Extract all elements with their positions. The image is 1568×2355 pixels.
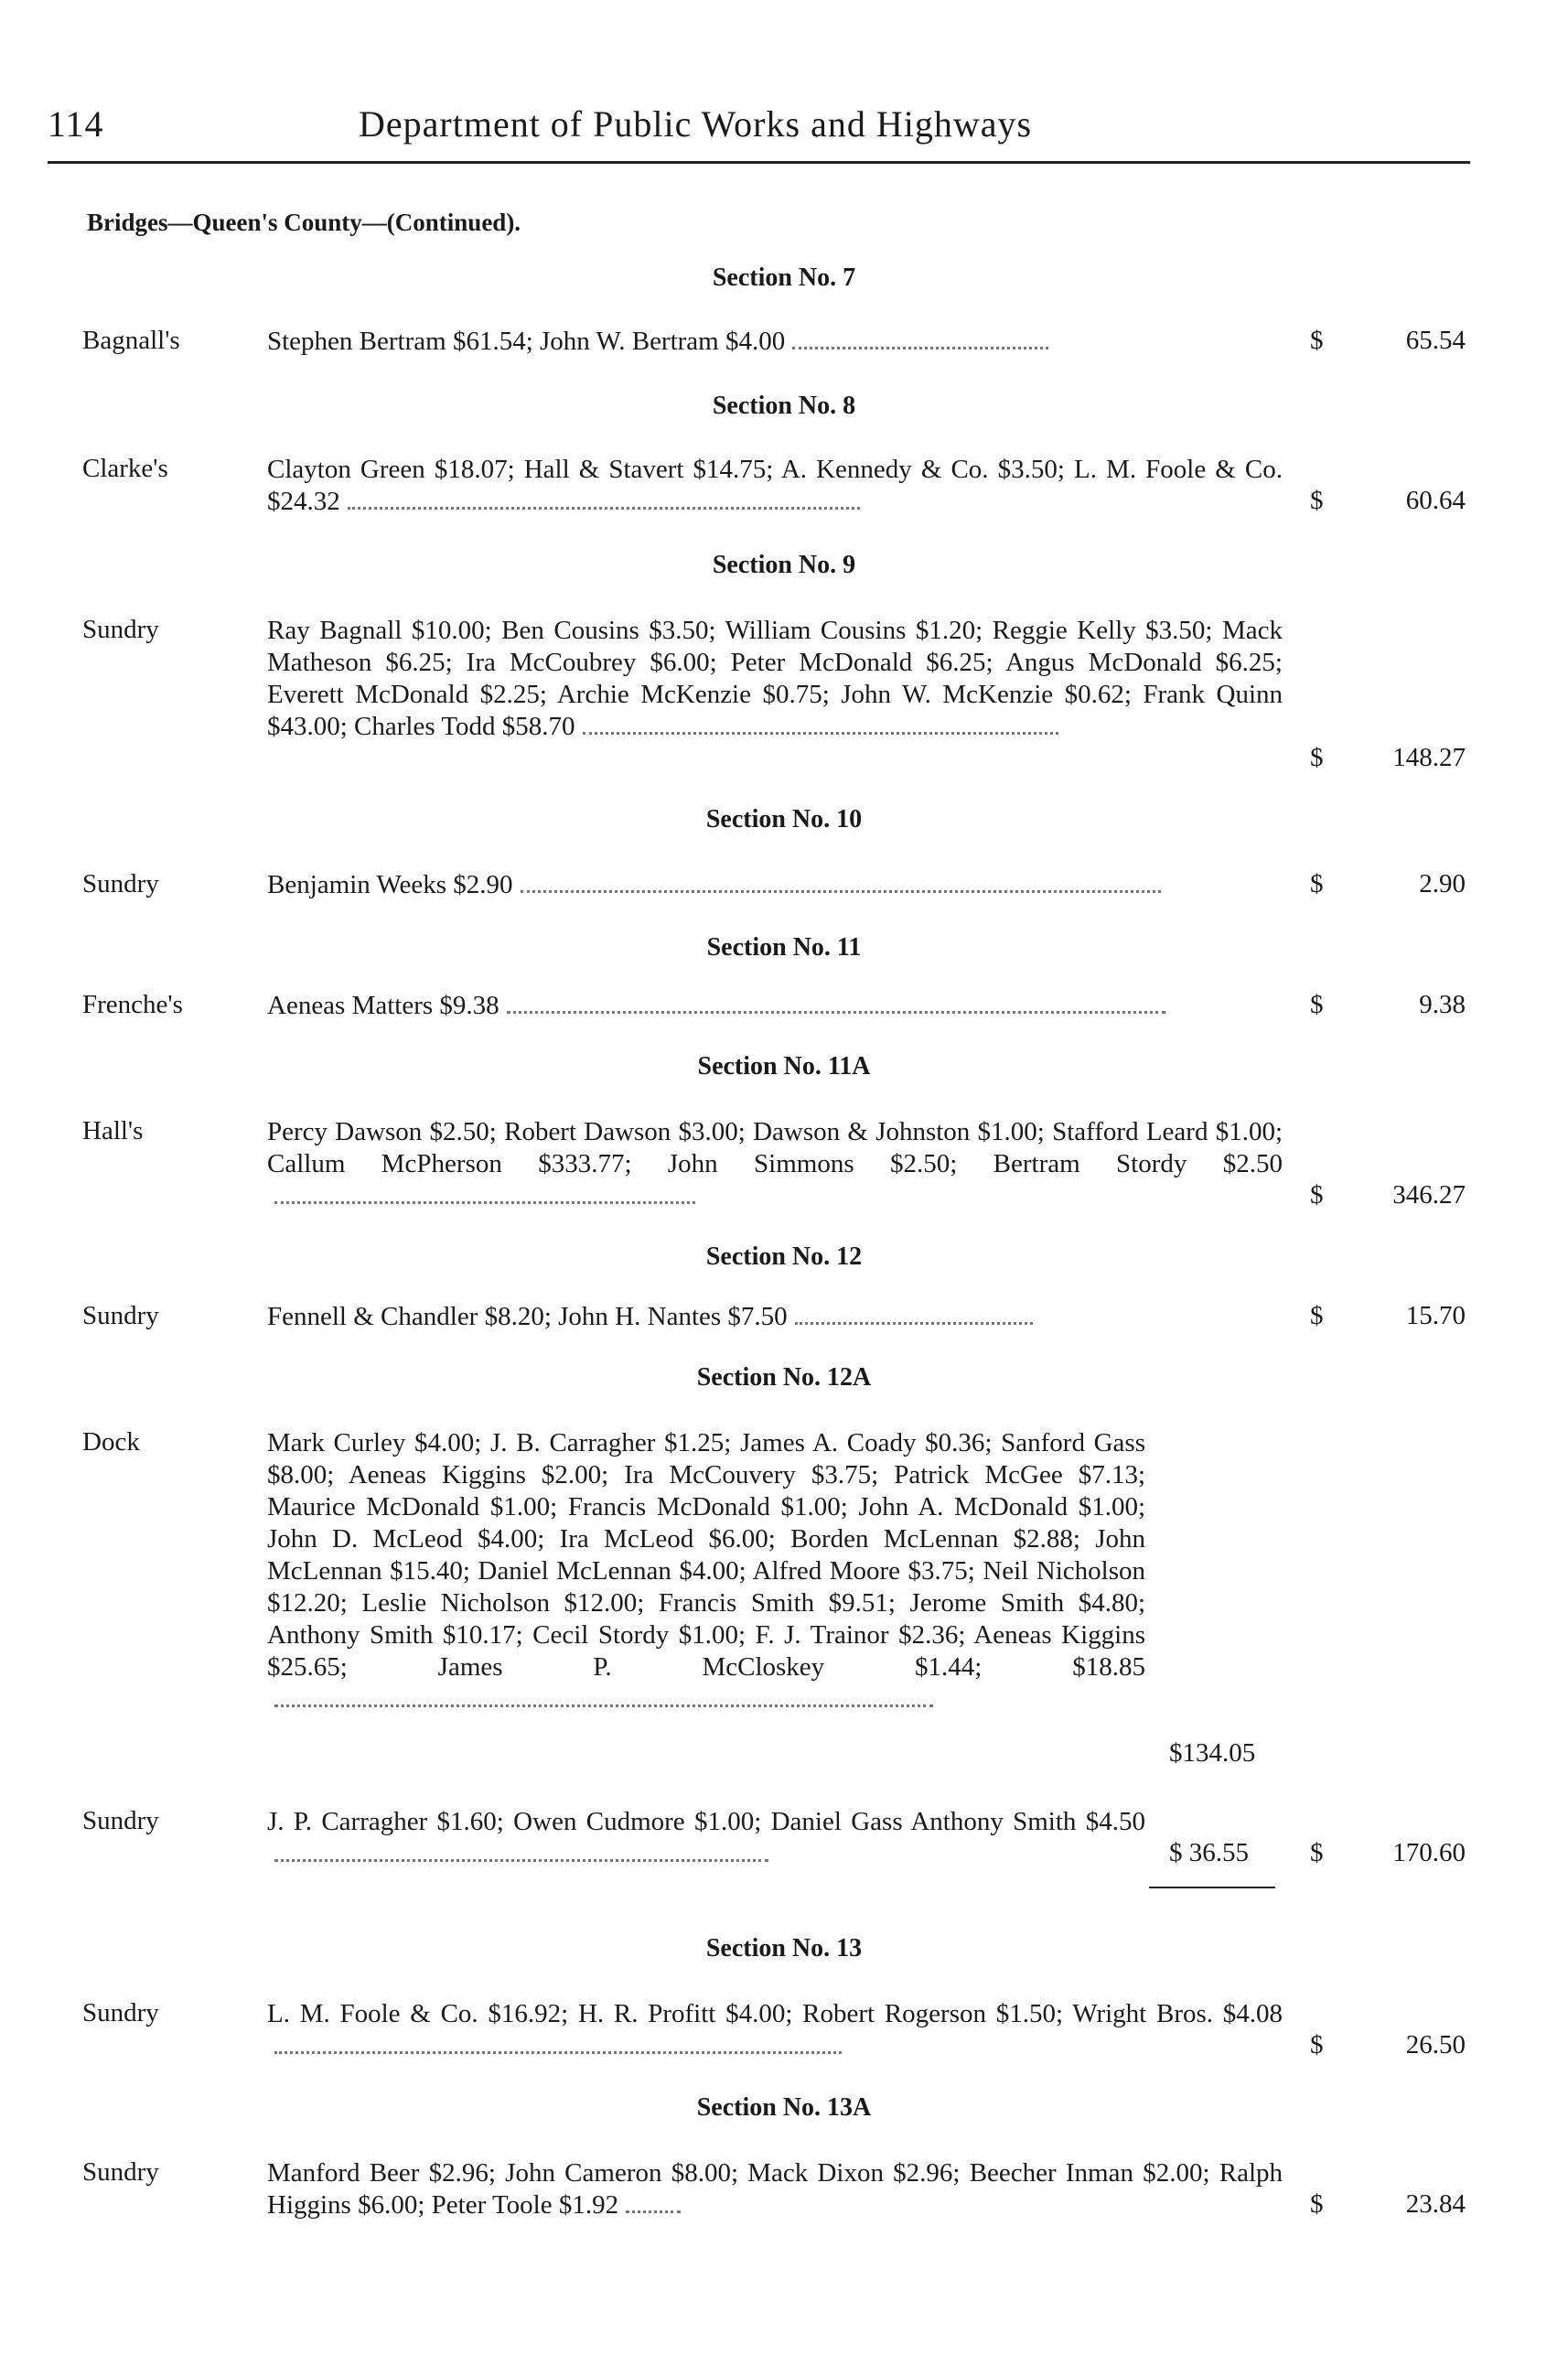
- entry-text-content: Ray Bagnall $10.00; Ben Cousins $3.50; William Cousins $1.20; Reggie Kelly $3.50; Mack Matheson $6.25; Ira McCoubrey $6.00; Peter McDonald $6.25; Angus McDonald $6.25; Everett McDonald $2.25; Archie McKenzie $0.75; John W. McKenzie $0.62; Frank Quinn $43.00; Charles Todd $58.70: [267, 616, 1283, 741]
- entry-location: Sundry: [82, 1806, 159, 1835]
- page-header: [48, 102, 1470, 167]
- entry-text: [267, 1998, 1283, 2062]
- entry-text: [267, 326, 1283, 358]
- header-rule: [48, 161, 1470, 164]
- leader-dots: [348, 507, 860, 510]
- leader-dots: [795, 1322, 1033, 1325]
- dollar-sign: $: [1310, 869, 1324, 898]
- entry-amount: 60.64: [1405, 486, 1466, 515]
- dollar-sign: $: [1310, 2189, 1324, 2219]
- entry-text-content: Aeneas Matters $9.38: [267, 991, 499, 1020]
- entry-text-content: Stephen Bertram $61.54; John W. Bertram $4.00: [267, 327, 786, 356]
- leader-dots: [274, 2051, 842, 2054]
- entry-subtotal: $134.05: [1169, 1738, 1256, 1768]
- entry-location: Sundry: [82, 869, 159, 898]
- leader-dots: [274, 1859, 768, 1862]
- section-title: Section No. 10: [705, 805, 863, 833]
- entry-text: [267, 1806, 1145, 1870]
- entry-text-content: L. M. Foole & Co. $16.92; H. R. Profitt $4.00; Robert Rogerson $1.50; Wright Bros. $4.08: [267, 1999, 1283, 2028]
- entry-amount: 346.27: [1392, 1180, 1466, 1210]
- dollar-sign: $: [1310, 2030, 1324, 2059]
- entry-text: [267, 615, 1283, 743]
- leader-dots: [507, 1011, 1165, 1014]
- section-title: Section No. 12A: [696, 1363, 872, 1392]
- running-head: Department of Public Works and Highways: [359, 103, 1033, 145]
- leader-dots: [274, 1704, 933, 1707]
- entry-text-content: Clayton Green $18.07; Hall & Stavert $14.75; A. Kennedy & Co. $3.50; L. M. Foole & Co. $24.32: [267, 455, 1283, 516]
- dollar-sign: $: [1310, 990, 1324, 1019]
- entry-amount: 9.38: [1419, 990, 1466, 1019]
- entry-amount: 2.90: [1419, 869, 1466, 898]
- entry-amount: 65.54: [1405, 326, 1466, 355]
- entry-location: Clarke's: [82, 454, 168, 483]
- dollar-sign: $: [1310, 1301, 1324, 1330]
- entry-location: Sundry: [82, 615, 159, 644]
- entry-amount: 170.60: [1392, 1838, 1466, 1867]
- continued-heading: Bridges—Queen's County—(Continued).: [87, 209, 521, 236]
- entry-text-content: Percy Dawson $2.50; Robert Dawson $3.00; Dawson & Johnston $1.00; Stafford Leard $1.00; Callum McPherson $333.77; John Simmons $2.50; Bertram Stordy $2.50: [267, 1117, 1283, 1178]
- entry-location: Dock: [82, 1427, 140, 1457]
- section-title: Section No. 11: [706, 933, 862, 962]
- dollar-sign: $: [1310, 326, 1324, 355]
- entry-text: [267, 1427, 1145, 1715]
- entry-location: Hall's: [82, 1116, 144, 1145]
- section-title: Section No. 12: [705, 1242, 863, 1271]
- section-title: Section No. 9: [712, 551, 856, 579]
- entry-text: [267, 869, 1283, 901]
- entry-amount: 15.70: [1405, 1301, 1466, 1330]
- page-number: 114: [48, 103, 104, 145]
- entry-text: [267, 2157, 1283, 2221]
- dollar-sign: $: [1310, 743, 1324, 772]
- leader-dots: [792, 347, 1048, 349]
- section-title: Section No. 11A: [697, 1052, 871, 1081]
- entry-location: Bagnall's: [82, 326, 180, 355]
- entry-amount: 26.50: [1405, 2030, 1466, 2059]
- section-title: Section No. 7: [712, 263, 856, 292]
- entry-text-content: Mark Curley $4.00; J. B. Carragher $1.25; James A. Coady $0.36; Sanford Gass $8.00; Aeneas Kiggins $2.00; Ira McCouvery $3.75; Patrick McGee $7.13; Maurice McDonald $1.00; Francis McDonald $1.00; John A. McDonald $1.00; John D. McLeod $4.00; Ira McLeod $6.00; Borden McLennan $2.88; John McLennan $15.40; Daniel McLennan $4.00; Alfred Moore $3.75; Neil Nicholson $12.20; Leslie Nicholson $12.00; Francis Smith $9.51; Jerome Smith $4.80; Anthony Smith $10.17; Cecil Stordy $1.00; F. J. Trainor $2.36; Aeneas Kiggins $25.65; James P. McCloskey $1.44; $18.85: [267, 1428, 1145, 1682]
- entry-text-content: Benjamin Weeks $2.90: [267, 870, 513, 899]
- dollar-sign: $: [1310, 486, 1324, 515]
- dollar-sign: $: [1310, 1838, 1324, 1867]
- entry-amount: 148.27: [1392, 743, 1466, 772]
- entry-text: [267, 1301, 1283, 1333]
- entry-text: [267, 454, 1283, 518]
- entry-location: Sundry: [82, 2157, 159, 2187]
- section-title: Section No. 13A: [696, 2093, 872, 2122]
- entry-text: [267, 1116, 1283, 1212]
- leader-dots: [274, 1201, 695, 1204]
- entry-location: Sundry: [82, 1998, 159, 2027]
- entry-text-content: J. P. Carragher $1.60; Owen Cudmore $1.00; Daniel Gass Anthony Smith $4.50: [267, 1807, 1145, 1836]
- entry-text: [267, 990, 1283, 1022]
- entry-subtotal: $ 36.55: [1169, 1838, 1249, 1867]
- entry-text-content: Manford Beer $2.96; John Cameron $8.00; Mack Dixon $2.96; Beecher Inman $2.00; Ralph Higgins $6.00; Peter Toole $1.92: [267, 2158, 1283, 2220]
- leader-dots: [583, 732, 1058, 735]
- entry-location: Sundry: [82, 1301, 159, 1330]
- section-title: Section No. 13: [705, 1934, 863, 1962]
- leader-dots: [626, 2210, 681, 2213]
- leader-dots: [521, 890, 1161, 893]
- entry-text-content: Fennell & Chandler $8.20; John H. Nantes $7.50: [267, 1302, 788, 1331]
- subtotal-rule: [1149, 1887, 1275, 1888]
- section-title: Section No. 8: [712, 392, 856, 420]
- entry-location: Frenche's: [82, 990, 183, 1019]
- entry-amount: 23.84: [1405, 2189, 1466, 2219]
- dollar-sign: $: [1310, 1180, 1324, 1210]
